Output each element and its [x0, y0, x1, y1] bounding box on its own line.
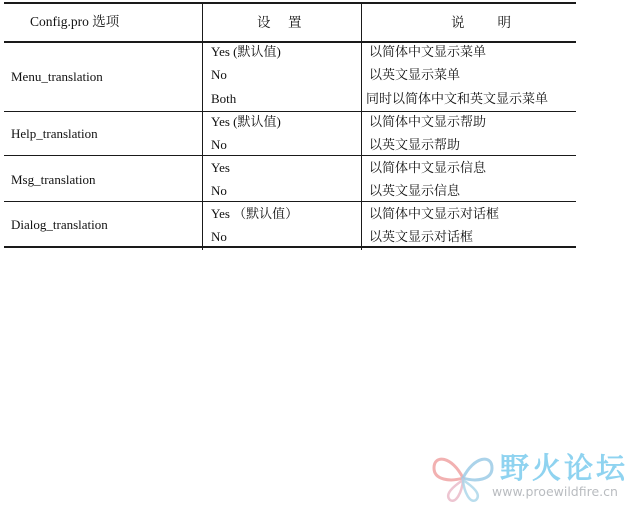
table-top-rule [4, 2, 576, 4]
table-column-divider [202, 2, 203, 250]
setting-description: 以简体中文显示对话框 [369, 206, 500, 221]
setting-value: No [211, 67, 227, 82]
table-group-rule [4, 201, 576, 202]
table-header-rule [4, 41, 576, 43]
setting-value: Both [211, 91, 237, 106]
setting-value: Yes [211, 160, 230, 175]
table-bottom-rule [4, 246, 576, 248]
table-group-rule [4, 155, 576, 156]
setting-description: 以简体中文显示信息 [369, 160, 487, 175]
watermark-url: www.proewildfire.cn [492, 484, 618, 499]
setting-description: 以英文显示帮助 [369, 137, 461, 152]
option-name: Msg_translation [11, 172, 96, 187]
setting-description: 同时以简体中文和英文显示菜单 [366, 91, 549, 106]
forum-watermark [430, 442, 635, 504]
setting-value: No [211, 137, 227, 152]
setting-value: Yes （默认值） [211, 206, 299, 221]
table-column-divider [361, 2, 362, 250]
setting-description: 以英文显示信息 [369, 183, 461, 198]
option-name: Help_translation [11, 126, 98, 141]
watermark-title: 野火论坛 [500, 451, 629, 485]
header-option: Config.pro 选项 [30, 14, 120, 29]
option-name: Dialog_translation [11, 217, 108, 232]
header-setting: 设 置 [257, 15, 304, 30]
setting-value: Yes (默认值) [211, 114, 281, 129]
setting-value: No [211, 229, 227, 244]
option-name: Menu_translation [11, 69, 103, 84]
header-description: 说 明 [451, 15, 513, 30]
butterfly-logo-icon [430, 448, 496, 504]
table-group-rule [4, 111, 576, 112]
setting-description: 以英文显示对话框 [369, 229, 474, 244]
setting-description: 以简体中文显示帮助 [369, 114, 487, 129]
setting-value: Yes (默认值) [211, 44, 281, 59]
setting-value: No [211, 183, 227, 198]
setting-description: 以简体中文显示菜单 [369, 44, 487, 59]
setting-description: 以英文显示菜单 [369, 67, 461, 82]
